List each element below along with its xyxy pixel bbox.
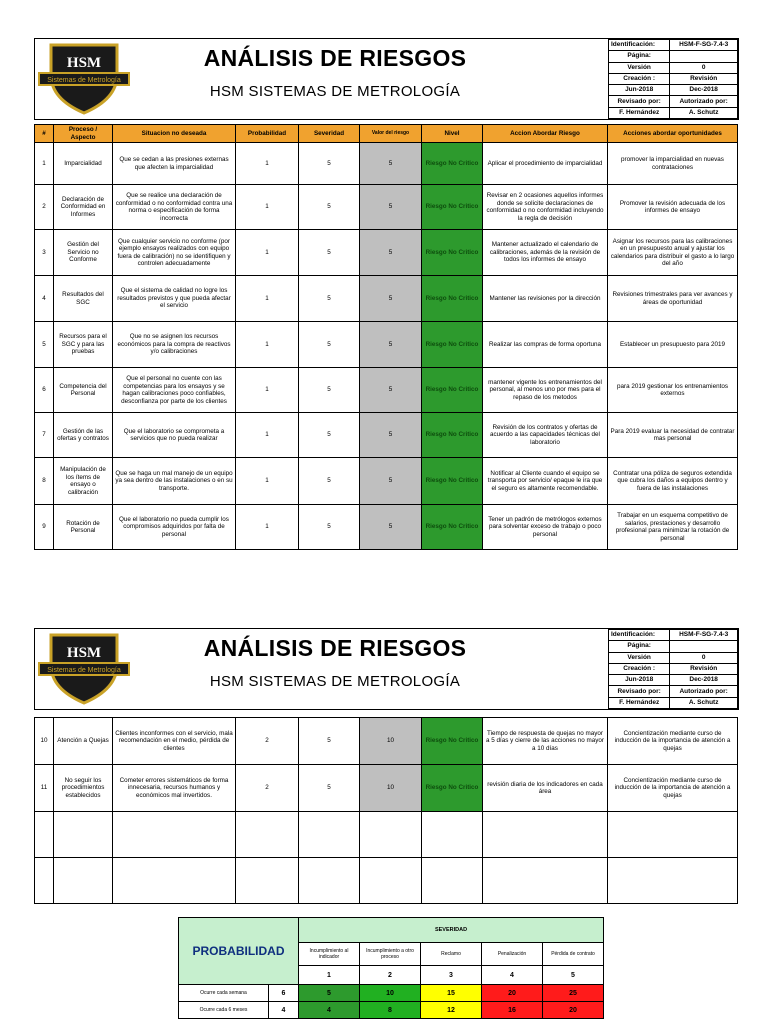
probabilidad-cell: 2 xyxy=(236,765,299,812)
row-number: 6 xyxy=(35,368,54,413)
situacion-cell: Que el laboratorio se comprometa a servicios que no pueda realizar xyxy=(113,413,236,458)
accion-oportunidad-cell: Revisiones trimestrales para ver avances y áreas de oportunidad xyxy=(608,276,738,322)
severidad-cell: 5 xyxy=(299,718,360,765)
empty-cell xyxy=(422,858,483,904)
probability-label: Ocurre cada semana xyxy=(179,985,269,1002)
nivel-cell: Riesgo No Critico xyxy=(422,143,483,185)
severity-title: SEVERIDAD xyxy=(299,918,604,943)
empty-table-row xyxy=(35,812,738,858)
probabilidad-cell: 1 xyxy=(236,322,299,368)
control-label: Revisión xyxy=(670,663,738,674)
page-title: ANÁLISIS DE RIESGOS xyxy=(203,45,467,71)
proceso-cell: Gestión de las ofertas y contratos xyxy=(54,413,113,458)
nivel-cell: Riesgo No Critico xyxy=(422,458,483,505)
control-value: Dec-2018 xyxy=(670,675,738,686)
severity-description: Reclamo xyxy=(421,943,482,966)
column-header: Situacion no deseada xyxy=(113,125,236,143)
nivel-cell: Riesgo No Critico xyxy=(422,322,483,368)
valor-riesgo-cell: 5 xyxy=(360,413,422,458)
empty-cell xyxy=(113,858,236,904)
proceso-cell: No seguir los procedimientos establecidos xyxy=(54,765,113,812)
hsm-logo xyxy=(37,631,131,705)
row-number: 7 xyxy=(35,413,54,458)
nivel-cell: Riesgo No Critico xyxy=(422,230,483,276)
probability-title: PROBABILIDAD xyxy=(179,918,299,985)
empty-cell xyxy=(360,812,422,858)
nivel-cell: Riesgo No Critico xyxy=(422,765,483,812)
matrix-row xyxy=(179,1002,604,1019)
row-number: 4 xyxy=(35,276,54,322)
empty-cell xyxy=(608,858,738,904)
valor-riesgo-cell: 5 xyxy=(360,143,422,185)
matrix-cell: 8 xyxy=(360,1002,421,1019)
probabilidad-cell: 1 xyxy=(236,230,299,276)
table-row xyxy=(35,765,738,812)
accion-riesgo-cell: mantener vigente los entrenamientos del personal, al menos uno por mes para el repaso de los metodos xyxy=(483,368,608,413)
control-value: Dec-2018 xyxy=(670,85,738,96)
valor-riesgo-cell: 5 xyxy=(360,505,422,550)
matrix-cell: 12 xyxy=(421,1002,482,1019)
proceso-cell: Imparcialidad xyxy=(54,143,113,185)
severidad-cell: 5 xyxy=(299,185,360,230)
probabilidad-cell: 1 xyxy=(236,368,299,413)
valor-riesgo-cell: 10 xyxy=(360,765,422,812)
accion-oportunidad-cell: Asignar los recursos para las calibraciones en un presupuesto anual y ajustar los calendarios para distribuir el gasto a lo largo del año xyxy=(608,230,738,276)
empty-table-row xyxy=(35,858,738,904)
severidad-cell: 5 xyxy=(299,765,360,812)
page-subtitle: HSM SISTEMAS DE METROLOGÍA xyxy=(209,673,461,690)
valor-riesgo-cell: 5 xyxy=(360,230,422,276)
valor-riesgo-cell: 10 xyxy=(360,718,422,765)
empty-cell xyxy=(299,812,360,858)
control-value: Jun-2018 xyxy=(609,675,670,686)
proceso-cell: Recursos para el SGC y para las pruebas xyxy=(54,322,113,368)
risk-matrix xyxy=(178,917,604,1019)
accion-oportunidad-cell: promover la imparcialidad en nuevas contrataciones xyxy=(608,143,738,185)
control-label: Revisado por: xyxy=(609,96,670,107)
empty-cell xyxy=(360,858,422,904)
row-number: 8 xyxy=(35,458,54,505)
empty-cell xyxy=(236,858,299,904)
nivel-cell: Riesgo No Critico xyxy=(422,413,483,458)
row-number: 10 xyxy=(35,718,54,765)
severidad-cell: 5 xyxy=(299,505,360,550)
accion-riesgo-cell: Notificar al Cliente cuando el equipo se transporta por servicio/ epaque le ira que el seguro es altamente recomendable. xyxy=(483,458,608,505)
control-label: Versión xyxy=(609,652,670,663)
accion-riesgo-cell: Tener un padrón de metrólogos externos para solventar exceso de trabajo o poco personal xyxy=(483,505,608,550)
column-header: Accion Abordar Riesgo xyxy=(483,125,608,143)
control-label: Versión xyxy=(609,62,670,73)
matrix-cell: 20 xyxy=(543,1002,604,1019)
accion-riesgo-cell: Revisar en 2 ocasiones aquellos informes donde se solicite declaraciones de conformidad o no conformidad incluyendo la regla de decisión xyxy=(483,185,608,230)
severidad-cell: 5 xyxy=(299,230,360,276)
row-number: 2 xyxy=(35,185,54,230)
control-value: A. Schutz xyxy=(670,697,738,708)
control-label: Autorizado por: xyxy=(670,96,738,107)
column-header: Acciones abordar oportunidades xyxy=(608,125,738,143)
svg-text:Sistemas de Metrología: Sistemas de Metrología xyxy=(47,77,121,84)
severity-level: 4 xyxy=(482,966,543,985)
matrix-cell: 4 xyxy=(299,1002,360,1019)
situacion-cell: Que no se asignen los recursos económicos para la compra de reactivos y/o calibraciones xyxy=(113,322,236,368)
control-value: 0 xyxy=(670,62,738,73)
row-number: 5 xyxy=(35,322,54,368)
nivel-cell: Riesgo No Critico xyxy=(422,185,483,230)
situacion-cell: Que el personal no cuente con las competencias para los ensayos y se hagan calibraciones poco confiables, desconfianza por parte de los clientes xyxy=(113,368,236,413)
matrix-cell: 5 xyxy=(299,985,360,1002)
page-title: ANÁLISIS DE RIESGOS xyxy=(203,635,467,661)
accion-riesgo-cell: Revisión de los contratos y ofertas de acuerdo a las capacidades técnicas del laboratorio xyxy=(483,413,608,458)
matrix-cell: 15 xyxy=(421,985,482,1002)
valor-riesgo-cell: 5 xyxy=(360,185,422,230)
proceso-cell: Manipulación de los ítems de ensayo o calibración xyxy=(54,458,113,505)
control-value: A. Schutz xyxy=(670,107,738,118)
column-header: Probabilidad xyxy=(236,125,299,143)
probabilidad-cell: 1 xyxy=(236,413,299,458)
empty-cell xyxy=(483,858,608,904)
control-value: HSM-F-SG-7.4-3 xyxy=(670,630,738,641)
empty-cell xyxy=(483,812,608,858)
situacion-cell: Que se haga un mal manejo de un equipo ya sea dentro de las instalaciones o en su transporte. xyxy=(113,458,236,505)
severidad-cell: 5 xyxy=(299,143,360,185)
accion-oportunidad-cell: Para 2019 evaluar la necesidad de contratar mas personal xyxy=(608,413,738,458)
control-value: Jun-2018 xyxy=(609,85,670,96)
severity-description: Penalización xyxy=(482,943,543,966)
probability-level: 6 xyxy=(269,985,299,1002)
nivel-cell: Riesgo No Critico xyxy=(422,505,483,550)
accion-oportunidad-cell: Trabajar en un esquema competitivo de salarios, prestaciones y desarrollo profesional para minimizar la rotación de personal xyxy=(608,505,738,550)
severidad-cell: 5 xyxy=(299,413,360,458)
accion-riesgo-cell: Mantener actualizado el calendario de calibraciones, además de la revisión de todos los informes de ensayo xyxy=(483,230,608,276)
control-label: Revisión xyxy=(670,73,738,84)
severity-description: Incumplimiento al indicador xyxy=(299,943,360,966)
probabilidad-cell: 2 xyxy=(236,718,299,765)
control-value: 0 xyxy=(670,652,738,663)
table-row xyxy=(35,718,738,765)
document-control-box xyxy=(608,629,738,709)
row-number: 11 xyxy=(35,765,54,812)
severity-level: 5 xyxy=(543,966,604,985)
severity-level: 2 xyxy=(360,966,421,985)
control-label: Revisado por: xyxy=(609,686,670,697)
proceso-cell: Gestión del Servicio no Conforme xyxy=(54,230,113,276)
matrix-cell: 20 xyxy=(482,985,543,1002)
severidad-cell: 5 xyxy=(299,368,360,413)
severity-description: Pérdida de contrato xyxy=(543,943,604,966)
matrix-cell: 25 xyxy=(543,985,604,1002)
nivel-cell: Riesgo No Critico xyxy=(422,276,483,322)
severidad-cell: 5 xyxy=(299,276,360,322)
proceso-cell: Rotación de Personal xyxy=(54,505,113,550)
control-value: F. Hernández xyxy=(609,697,670,708)
risk-table-page-2 xyxy=(34,717,738,904)
column-header: Severidad xyxy=(299,125,360,143)
column-header: # xyxy=(35,125,54,143)
situacion-cell: Que el laboratorio no pueda cumplir los compromisos adquiridos por falta de personal xyxy=(113,505,236,550)
probability-level: 4 xyxy=(269,1002,299,1019)
valor-riesgo-cell: 5 xyxy=(360,322,422,368)
valor-riesgo-cell: 5 xyxy=(360,276,422,322)
empty-cell xyxy=(35,858,54,904)
probabilidad-cell: 1 xyxy=(236,276,299,322)
probabilidad-cell: 1 xyxy=(236,143,299,185)
empty-cell xyxy=(236,812,299,858)
severidad-cell: 5 xyxy=(299,322,360,368)
situacion-cell: Que cualquier servicio no conforme (por ejemplo ensayos realizados con equipo fuera de calibración) no se identifiquen y controlen adecuadamente xyxy=(113,230,236,276)
row-number: 3 xyxy=(35,230,54,276)
control-label: Página: xyxy=(609,641,670,652)
control-label: Identificación: xyxy=(609,40,670,51)
situacion-cell: Cometer errores sistemáticos de forma innecesaria, recursos humanos y económicos mal invertidos. xyxy=(113,765,236,812)
proceso-cell: Declaración de Conformidad en Informes xyxy=(54,185,113,230)
situacion-cell: Clientes inconformes con el servicio, mala recomendación en el medio, pérdida de clientes xyxy=(113,718,236,765)
accion-oportunidad-cell: Concientización mediante curso de inducción de la importancia de atención a quejas xyxy=(608,765,738,812)
matrix-cell: 10 xyxy=(360,985,421,1002)
accion-oportunidad-cell: Establecer un presupuesto para 2019 xyxy=(608,322,738,368)
control-value xyxy=(670,641,738,652)
empty-cell xyxy=(113,812,236,858)
empty-cell xyxy=(54,858,113,904)
svg-text:Sistemas de Metrología: Sistemas de Metrología xyxy=(47,667,121,674)
severity-level: 3 xyxy=(421,966,482,985)
valor-riesgo-cell: 5 xyxy=(360,458,422,505)
probabilidad-cell: 1 xyxy=(236,505,299,550)
accion-oportunidad-cell: para 2019 gestionar los entrenamientos externos xyxy=(608,368,738,413)
situacion-cell: Que se realice una declaración de conformidad o no conformidad contra una norma o especificación de forma incorrecta xyxy=(113,185,236,230)
svg-text:HSM: HSM xyxy=(66,55,102,71)
control-value: HSM-F-SG-7.4-3 xyxy=(670,40,738,51)
svg-text:HSM: HSM xyxy=(66,645,102,661)
matrix-row xyxy=(179,985,604,1002)
proceso-cell: Resultados del SGC xyxy=(54,276,113,322)
empty-cell xyxy=(54,812,113,858)
accion-oportunidad-cell: Concientización mediante curso de inducción de la importancia de atención a quejas xyxy=(608,718,738,765)
empty-cell xyxy=(608,812,738,858)
control-value: F. Hernández xyxy=(609,107,670,118)
empty-cell xyxy=(35,812,54,858)
document-header xyxy=(34,628,739,710)
control-label: Creación : xyxy=(609,73,670,84)
probabilidad-cell: 1 xyxy=(236,185,299,230)
row-number: 9 xyxy=(35,505,54,550)
control-label: Página: xyxy=(609,51,670,62)
accion-riesgo-cell: Tiempo de respuesta de quejas no mayor a 5 días y cierre de las acciones no mayor a 10 días xyxy=(483,718,608,765)
situacion-cell: Que el sistema de calidad no logre los resultados previstos y que pueda afectar el servicio xyxy=(113,276,236,322)
row-number: 1 xyxy=(35,143,54,185)
proceso-cell: Atención a Quejas xyxy=(54,718,113,765)
situacion-cell: Que se cedan a las presiones externas que afecten la imparcialidad xyxy=(113,143,236,185)
accion-riesgo-cell: revisión diaria de los indicadores en cada área xyxy=(483,765,608,812)
accion-riesgo-cell: Mantener las revisiones por la dirección xyxy=(483,276,608,322)
column-header: Proceso / Aspecto xyxy=(54,125,113,143)
nivel-cell: Riesgo No Critico xyxy=(422,718,483,765)
proceso-cell: Competencia del Personal xyxy=(54,368,113,413)
column-header: Nivel xyxy=(422,125,483,143)
control-label: Autorizado por: xyxy=(670,686,738,697)
matrix-cell: 16 xyxy=(482,1002,543,1019)
accion-oportunidad-cell: Contratar una póliza de seguros extendida que cubra los daños a equipos dentro y fuera de las instalaciones xyxy=(608,458,738,505)
nivel-cell: Riesgo No Critico xyxy=(422,368,483,413)
page-subtitle: HSM SISTEMAS DE METROLOGÍA xyxy=(209,83,461,100)
accion-riesgo-cell: Aplicar el procedimiento de imparcialidad xyxy=(483,143,608,185)
column-header: Valor del riesgo xyxy=(360,125,422,143)
severidad-cell: 5 xyxy=(299,458,360,505)
control-label: Identificación: xyxy=(609,630,670,641)
accion-oportunidad-cell: Promover la revisión adecuada de los informes de ensayo xyxy=(608,185,738,230)
empty-cell xyxy=(299,858,360,904)
empty-cell xyxy=(422,812,483,858)
control-label: Creación : xyxy=(609,663,670,674)
probability-label: Ocurre cada 6 meses xyxy=(179,1002,269,1019)
severity-level: 1 xyxy=(299,966,360,985)
probabilidad-cell: 1 xyxy=(236,458,299,505)
severity-description: Incumplimiento a otro proceso xyxy=(360,943,421,966)
valor-riesgo-cell: 5 xyxy=(360,368,422,413)
accion-riesgo-cell: Realizar las compras de forma oportuna xyxy=(483,322,608,368)
